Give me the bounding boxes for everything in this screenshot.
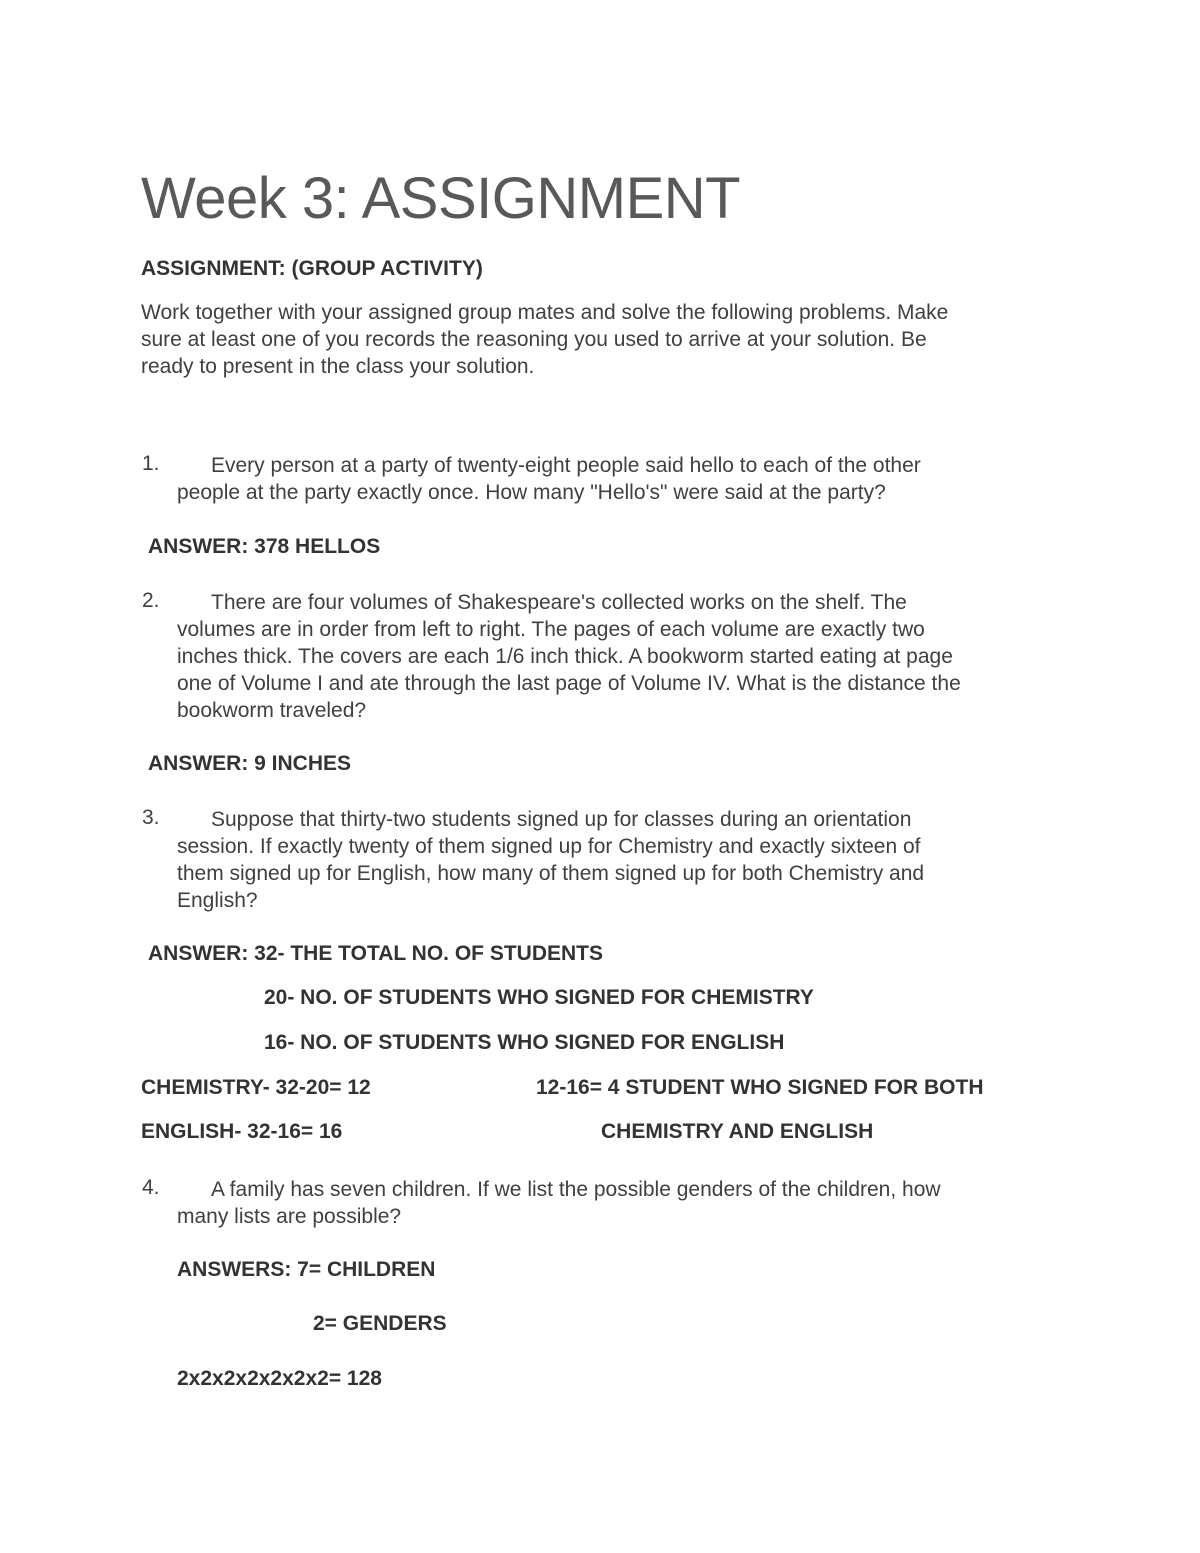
question-number: 1. (142, 452, 160, 475)
answer-work-line: 20- NO. OF STUDENTS WHO SIGNED FOR CHEMISTRY (264, 986, 814, 1009)
question-line: Suppose that thirty-two students signed up for classes during an orientation (211, 808, 912, 831)
answer-work-line: 2x2x2x2x2x2x2= 128 (177, 1367, 382, 1390)
intro-line: ready to present in the class your solution. (141, 355, 535, 378)
english-calculation: ENGLISH- 32-16= 16 (141, 1120, 343, 1143)
question-line: many lists are possible? (177, 1205, 402, 1228)
both-result-continued: CHEMISTRY AND ENGLISH (601, 1120, 874, 1143)
question-line: Every person at a party of twenty-eight people said hello to each of the other (211, 454, 921, 477)
both-result: 12-16= 4 STUDENT WHO SIGNED FOR BOTH (536, 1076, 984, 1099)
answer: ANSWER: 378 HELLOS (148, 535, 381, 558)
question-line: bookworm traveled? (177, 699, 367, 722)
question-line: A family has seven children. If we list the possible genders of the children, how (211, 1178, 941, 1201)
answer-work-line: 16- NO. OF STUDENTS WHO SIGNED FOR ENGLISH (264, 1031, 785, 1054)
answer-work-line: 2= GENDERS (313, 1312, 447, 1335)
question-line: inches thick. The covers are each 1/6 inch thick. A bookworm started eating at page (177, 645, 953, 668)
answer: ANSWER: 9 INCHES (148, 752, 352, 775)
question-line: one of Volume I and ate through the last page of Volume IV. What is the distance the (177, 672, 961, 695)
question-line: session. If exactly twenty of them signed up for Chemistry and exactly sixteen of (177, 835, 921, 858)
question-line: English? (177, 889, 258, 912)
section-heading: ASSIGNMENT: (GROUP ACTIVITY) (141, 257, 483, 280)
question-line: There are four volumes of Shakespeare's collected works on the shelf. The (211, 591, 907, 614)
intro-line: Work together with your assigned group mates and solve the following problems. Make (141, 301, 949, 324)
answer: ANSWERS: 7= CHILDREN (177, 1258, 436, 1281)
chemistry-calculation: CHEMISTRY- 32-20= 12 (141, 1076, 371, 1099)
question-number: 2. (142, 589, 160, 612)
page-title: Week 3: ASSIGNMENT (141, 166, 741, 231)
question-line: people at the party exactly once. How many "Hello's" were said at the party? (177, 481, 886, 504)
intro-line: sure at least one of you records the reasoning you used to arrive at your solution. Be (141, 328, 927, 351)
question-line: volumes are in order from left to right. The pages of each volume are exactly two (177, 618, 925, 641)
question-number: 3. (142, 806, 160, 829)
answer: ANSWER: 32- THE TOTAL NO. OF STUDENTS (148, 942, 604, 965)
question-line: them signed up for English, how many of them signed up for both Chemistry and (177, 862, 925, 885)
question-number: 4. (142, 1176, 160, 1199)
